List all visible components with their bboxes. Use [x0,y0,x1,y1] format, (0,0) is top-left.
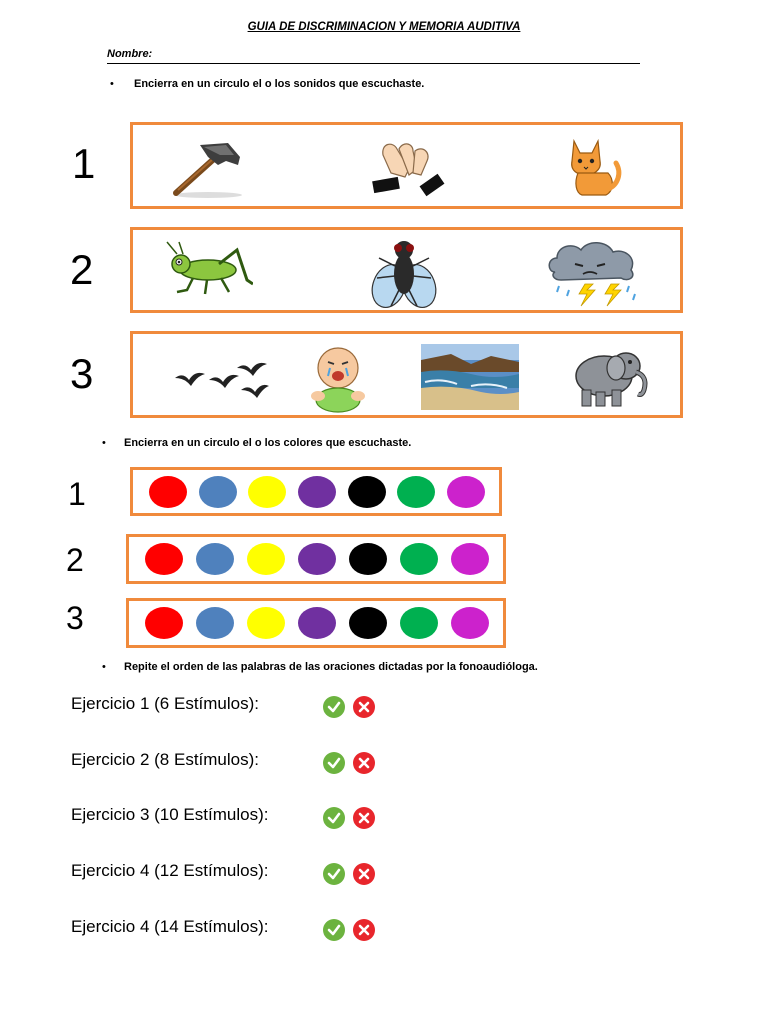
exercise-label: Ejercicio 4 (14 Estímulos): [71,917,269,936]
fly-icon[interactable] [369,236,439,312]
color-dot[interactable] [348,476,386,508]
row-number: 1 [68,476,86,512]
color-dot[interactable] [349,607,387,639]
check-icon[interactable] [323,696,345,718]
sound-row-2 [130,227,683,313]
color-row-1 [130,467,502,516]
grasshopper-icon[interactable] [163,240,253,296]
sound-row-1 [130,122,683,209]
color-dot[interactable] [247,543,285,575]
check-icon[interactable] [323,863,345,885]
color-dot[interactable] [248,476,286,508]
row-number: 3 [66,600,84,636]
color-dot[interactable] [451,607,489,639]
color-dot[interactable] [447,476,485,508]
exercise-label: Ejercicio 4 (12 Estímulos): [71,861,269,880]
storm-cloud-icon[interactable] [545,238,645,308]
row-number: 1 [72,140,96,187]
name-label: Nombre: [107,48,153,60]
row-number: 3 [70,350,94,397]
color-dot[interactable] [199,476,237,508]
color-dot[interactable] [349,543,387,575]
color-row-3 [126,598,506,648]
check-icon[interactable] [323,752,345,774]
bullet: • [102,661,106,673]
birds-icon[interactable] [171,358,271,404]
exercise-label: Ejercicio 3 (10 Estímulos): [71,805,269,824]
check-icon[interactable] [323,807,345,829]
sound-row-3 [130,331,683,418]
color-row-2 [126,534,506,584]
name-field[interactable] [107,48,640,64]
row-number: 2 [66,542,84,578]
color-dot[interactable] [247,607,285,639]
color-dot[interactable] [451,543,489,575]
color-dot[interactable] [145,543,183,575]
bullet: • [102,437,106,449]
check-icon[interactable] [323,919,345,941]
hammer-icon[interactable] [168,135,248,199]
beach-waves-icon[interactable] [421,344,519,410]
clapping-hands-icon[interactable] [369,135,449,201]
color-dot[interactable] [149,476,187,508]
color-dot[interactable] [196,543,234,575]
color-dot[interactable] [145,607,183,639]
page-title: GUIA DE DISCRIMINACION Y MEMORIA AUDITIVA [247,21,521,33]
row-number: 2 [70,246,94,293]
color-dot[interactable] [298,476,336,508]
cross-icon[interactable] [353,752,375,774]
color-dot[interactable] [196,607,234,639]
sounds-instruction: Encierra en un circulo el o los sonidos que escuchaste. [134,78,425,90]
bullet: • [110,78,114,90]
exercise-label: Ejercicio 2 (8 Estímulos): [71,750,259,769]
cross-icon[interactable] [353,919,375,941]
cross-icon[interactable] [353,863,375,885]
color-dot[interactable] [400,543,438,575]
words-instruction: Repite el orden de las palabras de las oraciones dictadas por la fonoaudióloga. [124,661,538,673]
color-dot[interactable] [397,476,435,508]
colors-instruction: Encierra en un circulo el o los colores que escuchaste. [124,437,412,449]
crying-baby-icon[interactable] [298,342,378,414]
color-dot[interactable] [400,607,438,639]
cross-icon[interactable] [353,696,375,718]
cat-icon[interactable] [558,133,628,197]
color-dot[interactable] [298,543,336,575]
color-dot[interactable] [298,607,336,639]
cross-icon[interactable] [353,807,375,829]
exercise-label: Ejercicio 1 (6 Estímulos): [71,694,259,713]
elephant-icon[interactable] [568,344,652,410]
